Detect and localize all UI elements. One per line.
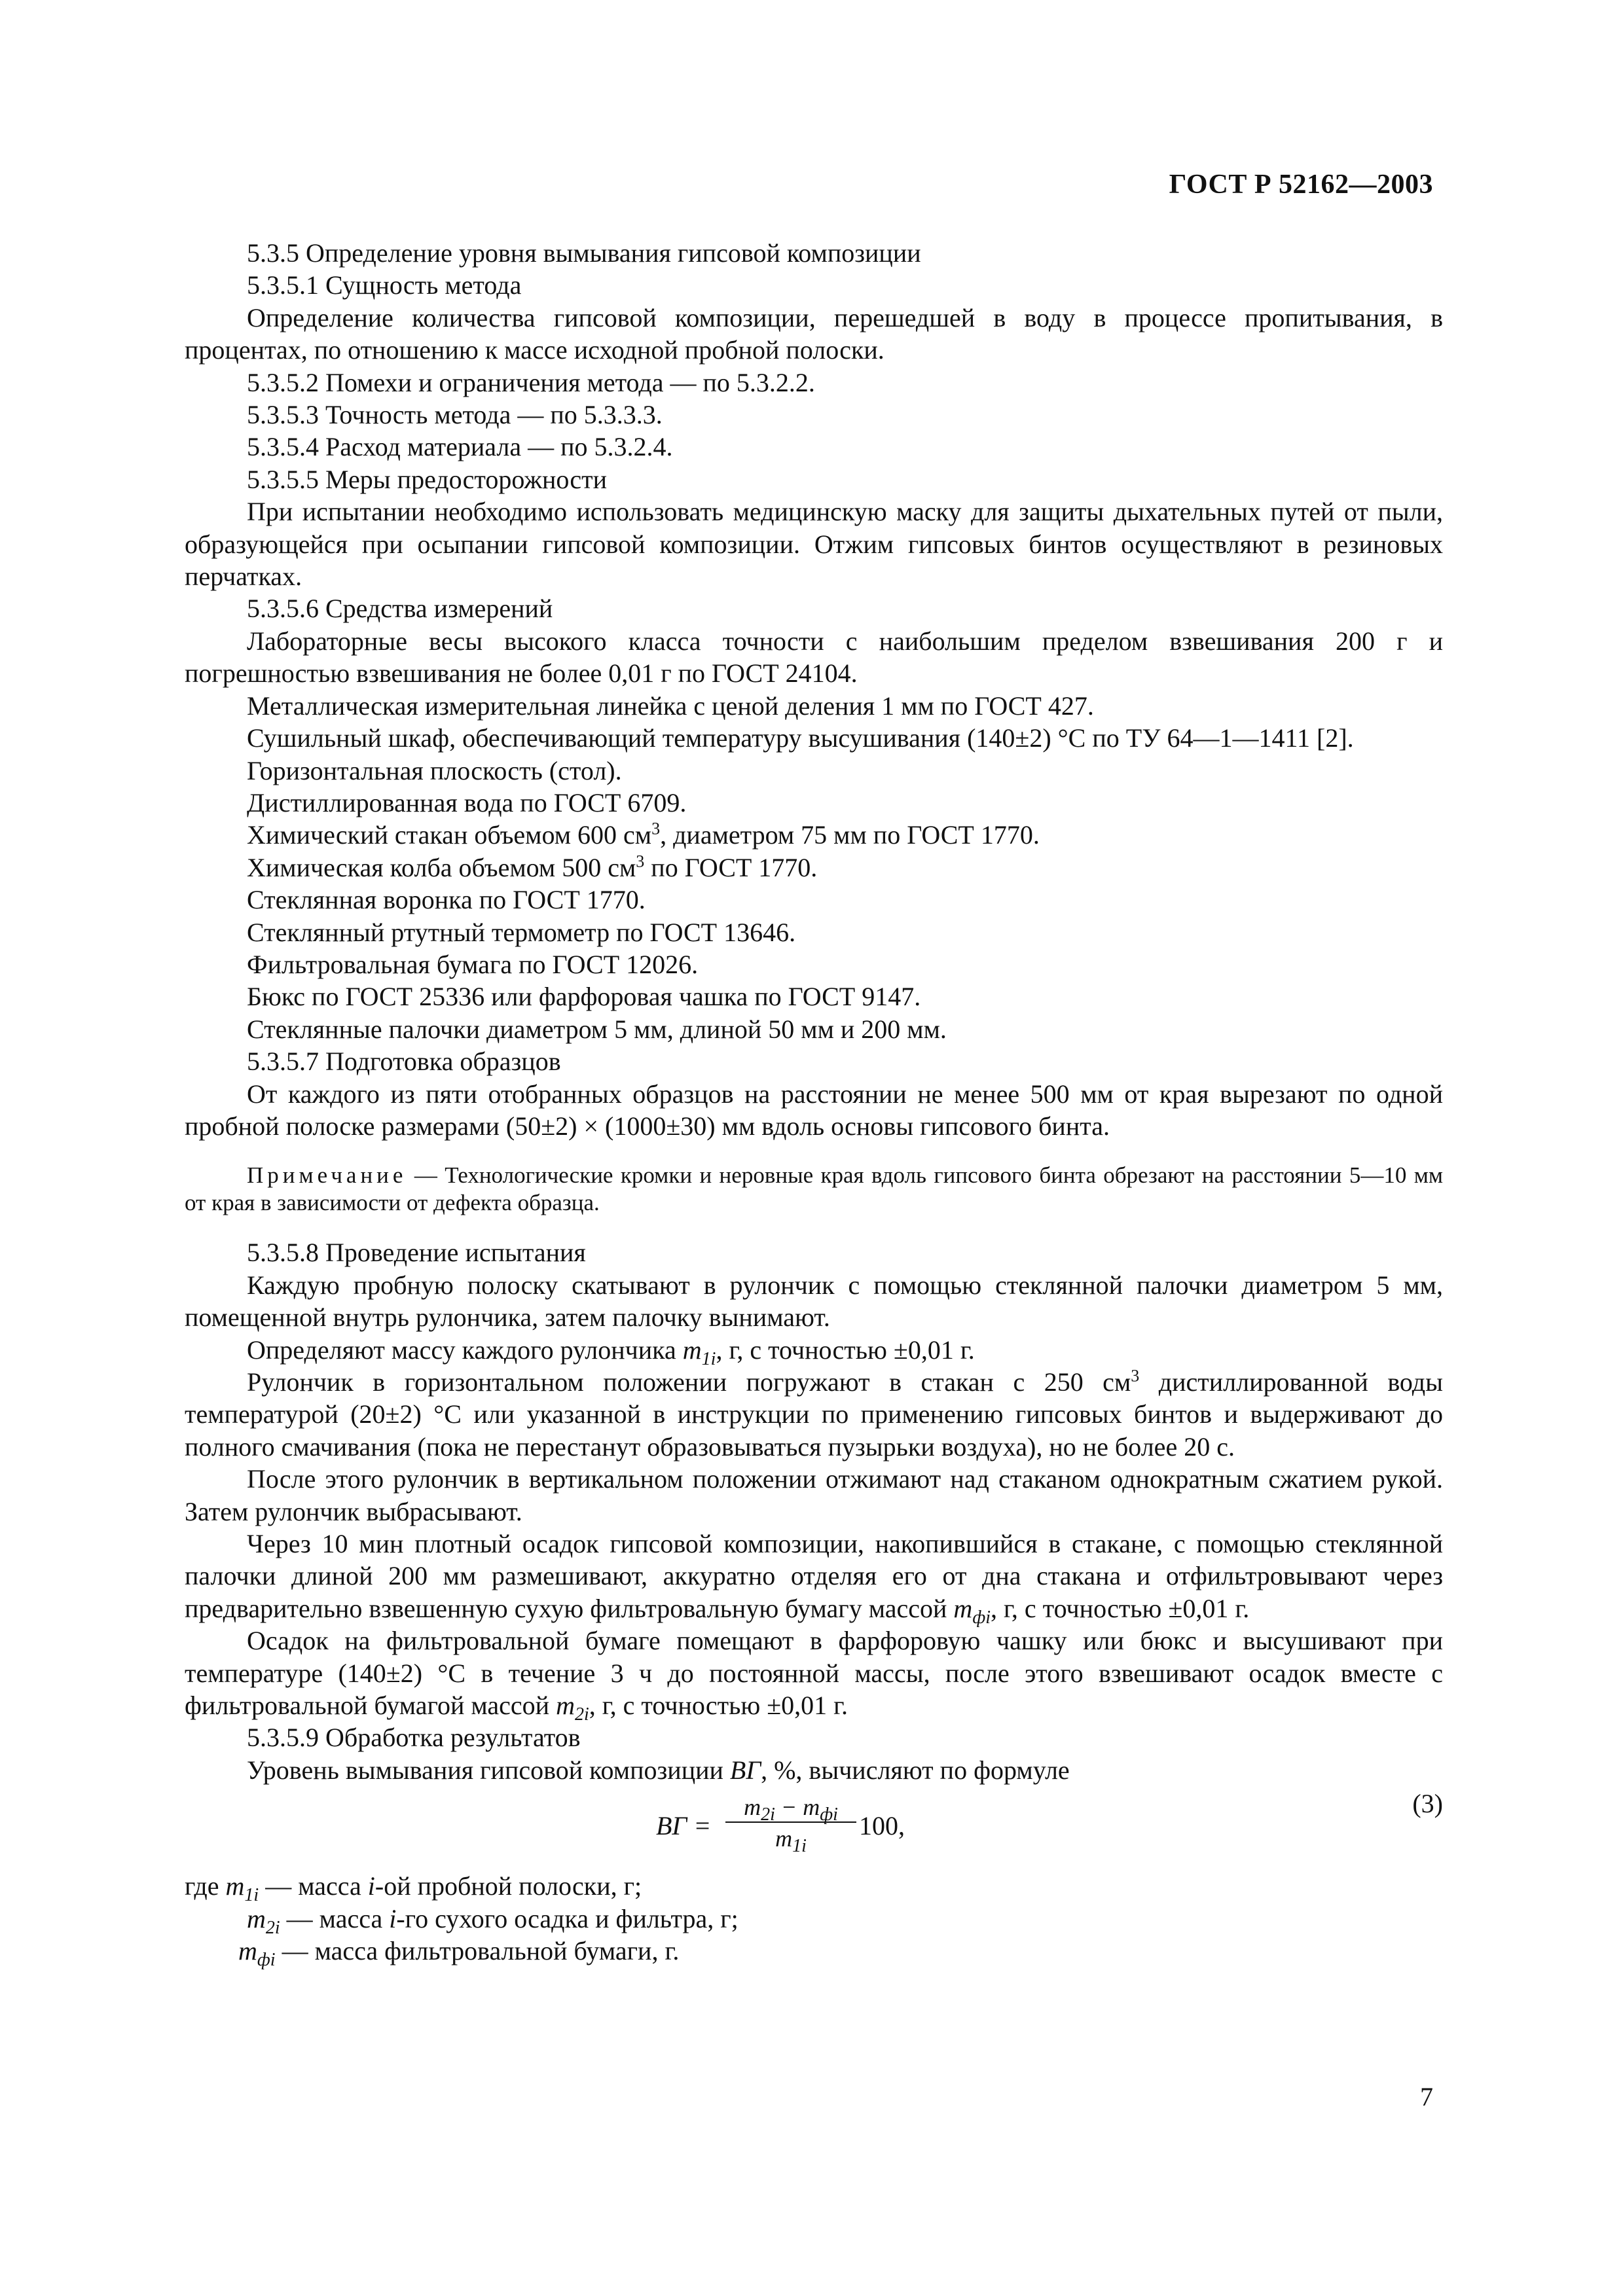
paragraph-immersion: Рулончик в горизонтальном положении погружают в стакан с 250 $см^3$ дистиллированной воды температурой (20±2) °С или указанной в инструкции по применению гипсовых бинтов и выдерживают до полного смачивания (пока не перестанут образовываться пузырьки воздуха), но не более 20 с. <box>185 1366 1444 1462</box>
list-item-weighing-bottle: Бюкс по ГОСТ 25336 или фарфоровая чашка по ГОСТ 9147. <box>247 982 921 1012</box>
formula-numerator: $m_{2i} - m_{фi}$ <box>725 1793 856 1823</box>
list-item-funnel: Стеклянная воронка по ГОСТ 1770. <box>247 885 646 915</box>
where-line-3: $m_{фi}$ — масса фильтровальной бумаги, г. <box>238 1936 680 1971</box>
list-item-surface: Горизонтальная плоскость (стол). <box>247 755 622 785</box>
heading-5-3-5-9: 5.3.5.9 Обработка результатов <box>247 1723 581 1753</box>
heading-5-3-5-8: 5.3.5.8 Проведение испытания <box>247 1238 586 1268</box>
paragraph-precautions: При испытании необходимо использовать медицинскую маску для защиты дыхательных путей от пыли, образующейся при осыпании гипсовой композиции. Отжим гипсовых бинтов осуществляют в резиновых перчатках. <box>185 497 1443 592</box>
heading-5-3-5: 5.3.5 Определение уровня вымывания гипсовой композиции <box>247 238 921 268</box>
text-column <box>185 237 1444 1971</box>
paragraph-squeeze: После этого рулончик в вертикальном положении отжимают над стаканом однократным сжатием рукой. Затем рулончик выбрасывают. <box>185 1464 1443 1526</box>
paragraph-drying: Осадок на фильтровальной бумаге помещают в фарфоровую чашку или бюкс и высушивают при температуре (140±2) °С в течение 3 ч до постоянной массы, после этого взвешивают осадок вместе с фильтровальной бумагой массой $m_{2i}$, г, с точностью ±0,01 г. <box>185 1626 1443 1725</box>
formula-denominator: $m_{1i}$ <box>775 1825 807 1857</box>
paragraph-rolling: Каждую пробную полоску скатывают в рулончик с помощью стеклянной палочки диаметром 5 мм, помещенной внутрь рулончика, затем палочку вынимают. <box>185 1270 1443 1333</box>
list-item-flask: Химическая колба объемом 500 $см^3$ по ГОСТ 1770. <box>247 852 818 882</box>
heading-5-3-5-1: 5.3.5.1 Сущность метода <box>247 270 522 300</box>
heading-5-3-5-4: 5.3.5.4 Расход материала — по 5.3.2.4. <box>247 432 673 462</box>
paragraph-formula-intro: Уровень вымывания гипсовой композиции ВГ, %, вычисляют по формуле <box>247 1755 1070 1785</box>
list-item-oven: Сушильный шкаф, обеспечивающий температуру высушивания (140±2) °С по ТУ 64—1—1411 [2]. <box>247 723 1354 753</box>
list-item-filter-paper: Фильтровальная бумага по ГОСТ 12026. <box>247 949 699 979</box>
formula-multiplier: 100, <box>859 1811 905 1841</box>
list-item-water: Дистиллированная вода по ГОСТ 6709. <box>247 787 687 817</box>
formula-number: (3) <box>1412 1789 1443 1819</box>
note-label: Примечание <box>247 1162 407 1189</box>
heading-5-3-5-5: 5.3.5.5 Меры предосторожности <box>247 464 608 494</box>
paragraph-sample-prep: От каждого из пяти отобранных образцов на расстоянии не менее 500 мм от края вырезают по одной пробной полоске размерами (50±2) × (1000±30) мм вдоль основы гипсового бинта. <box>185 1079 1443 1141</box>
list-item-thermometer: Стеклянный ртутный термометр по ГОСТ 13646. <box>247 917 796 947</box>
heading-5-3-5-6: 5.3.5.6 Средства измерений <box>247 594 553 624</box>
heading-5-3-5-2: 5.3.5.2 Помехи и ограничения метода — по 5.3.2.2. <box>247 367 815 397</box>
list-item-glass-rods: Стеклянные палочки диаметром 5 мм, длиной 50 мм и 200 мм. <box>247 1014 947 1044</box>
list-item-beaker: Химический стакан объемом 600 $см^3$, диаметром 75 мм по ГОСТ 1770. <box>247 819 1040 850</box>
where-line-2: $m_{2i}$ — масса i-го сухого осадка и фильтра, г; <box>247 1903 739 1938</box>
formula-3 <box>185 1789 1443 1866</box>
note: Примечание — Технологические кромки и неровные края вдоль гипсового бинта обрезают на расстоянии 5—10 мм от края в зависимости от дефекта образца. <box>185 1162 1443 1216</box>
heading-5-3-5-7: 5.3.5.7 Подготовка образцов <box>247 1047 561 1077</box>
heading-5-3-5-3: 5.3.5.3 Точность метода — по 5.3.3.3. <box>247 400 663 430</box>
page-number: 7 <box>1420 2082 1433 2111</box>
document-header: ГОСТ Р 52162—2003 <box>1169 170 1433 200</box>
paragraph-method-essence: Определение количества гипсовой композиции, перешедшей в воду в процессе пропитывания, в процентах, по отношению к массе исходной пробной полоски. <box>185 302 1443 365</box>
paragraph-filtering: Через 10 мин плотный осадок гипсовой композиции, накопившийся в стакане, с помощью стеклянной палочки длиной 200 мм размешивают, аккуратно отделяя его от дна стакана и отфильтровывают через предварительно взвешенную сухую фильтровальную бумагу массой $m_{фi}$, г, с точностью ±0,01 г. <box>185 1529 1443 1628</box>
list-item-ruler: Металлическая измерительная линейка с ценой деления 1 мм по ГОСТ 427. <box>247 691 1094 721</box>
paragraph-mass-roll: Определяют массу каждого рулончика $m_{1i}$, г, с точностью ±0,01 г. <box>247 1335 975 1369</box>
formula-lhs: ВГ = <box>656 1811 712 1841</box>
formula-fraction <box>725 1793 856 1857</box>
where-line-1: где $m_{1i}$ — масса i-ой пробной полоски, г; <box>185 1871 642 1906</box>
paragraph-scales: Лабораторные весы высокого класса точности с наибольшим пределом взвешивания 200 г и погрешностью взвешивания не более 0,01 г по ГОСТ 24104. <box>185 626 1443 689</box>
